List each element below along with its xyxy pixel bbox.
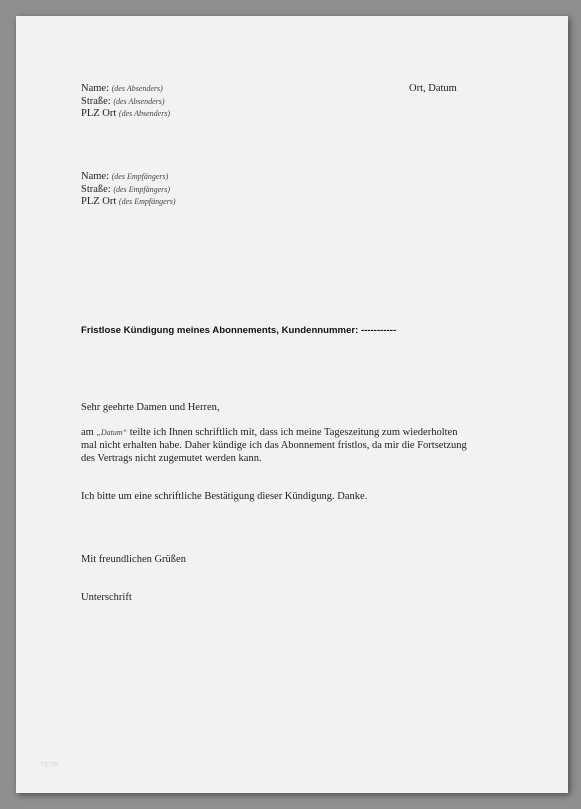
date-placeholder: „Datum“ [96, 428, 128, 437]
paragraph1-line2: mal nicht erhalten habe. Daher kündige ich das Abonnement fristlos, da mir die Fortsetzung [81, 440, 467, 451]
recipient-street-line [81, 184, 170, 197]
signature: Unterschrift [81, 592, 132, 603]
recipient-name-hint: (des Empfängers) [111, 172, 169, 181]
recipient-name-label: Name: [81, 171, 109, 182]
recipient-street-label: Straße: [81, 184, 111, 195]
paragraph1-line1 [81, 427, 457, 440]
sender-street-hint: (des Absenders) [113, 97, 165, 106]
salutation: Sehr geehrte Damen und Herren, [81, 402, 220, 413]
closing: Mit freundlichen Grüßen [81, 554, 186, 565]
letter-page [16, 16, 568, 793]
sender-city-hint: (des Absenders) [118, 109, 171, 118]
paragraph2: Ich bitte um eine schriftliche Bestätigung dieser Kündigung. Danke. [81, 491, 368, 502]
sender-name-label: Name: [81, 83, 109, 94]
sender-name-line [81, 83, 163, 96]
sender-city-line [81, 108, 170, 121]
sender-name-hint: (des Absenders) [111, 84, 163, 93]
recipient-street-hint: (des Empfängers) [113, 185, 171, 194]
recipient-name-line [81, 171, 168, 184]
sender-city-label: PLZ Ort [81, 108, 117, 119]
paragraph1-prefix: am [81, 427, 94, 438]
sender-street-label: Straße: [81, 96, 111, 107]
sender-street-line [81, 96, 165, 109]
recipient-city-label: PLZ Ort [81, 196, 117, 207]
paragraph1-line3: des Vertrags nicht zugemutet werden kann. [81, 453, 262, 464]
watermark: TETR [40, 762, 59, 769]
paragraph1-line1-rest: teilte ich Ihnen schriftlich mit, dass ich meine Tageszeitung zum wiederholten [129, 427, 458, 438]
place-date: Ort, Datum [409, 83, 457, 94]
recipient-city-hint: (des Empfängers) [118, 197, 176, 206]
recipient-city-line [81, 196, 176, 209]
subject-line: Fristlose Kündigung meines Abonnements, Kundennummer: ----------- [81, 325, 397, 336]
